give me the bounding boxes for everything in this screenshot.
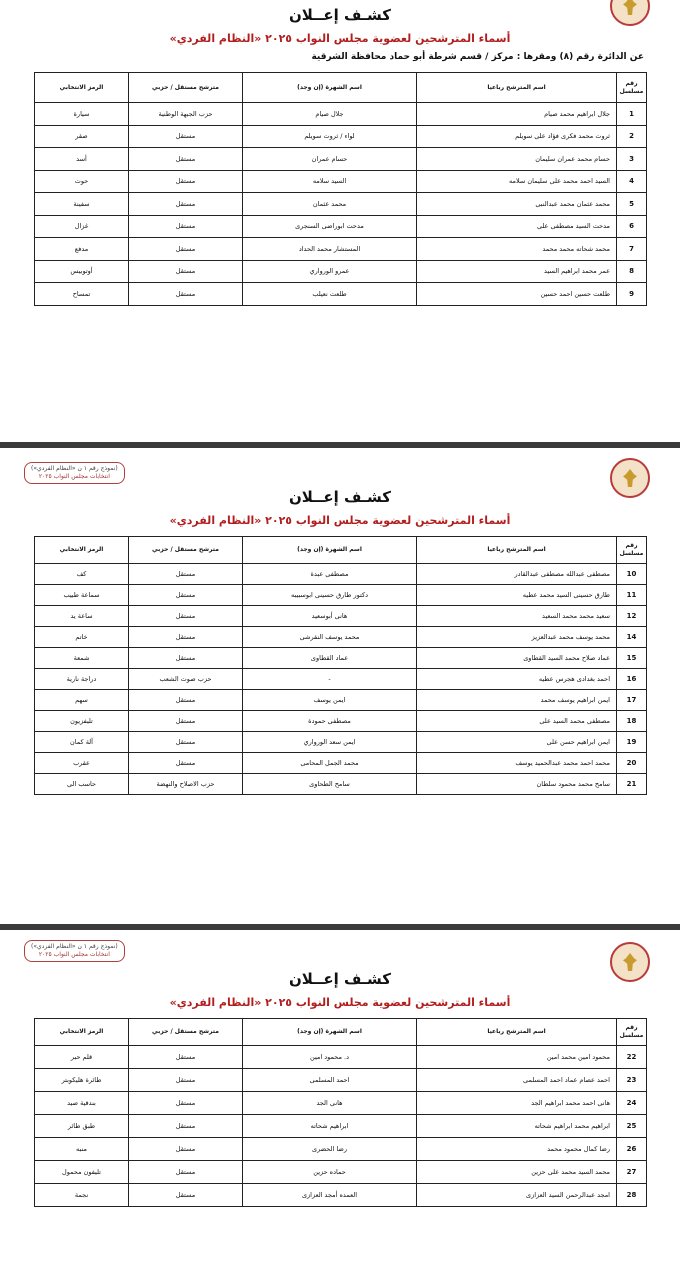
cell-symbol: ساعة يد <box>35 606 129 627</box>
cell-nickname: محمد الجمل المحامى <box>243 753 417 774</box>
cell-serial: 2 <box>617 125 647 148</box>
district-line: عن الدائرة رقم (٨) ومقرها : مركز / قسم شرطة أبو حماد محافظة الشرقية <box>311 52 644 62</box>
cell-symbol: قلم حبر <box>35 1046 129 1069</box>
cell-nickname: محمد يوسف النقرشى <box>243 627 417 648</box>
cell-nickname: السيد سلامه <box>243 170 417 193</box>
cell-full-name: محمد السيد محمد على حزين <box>417 1161 617 1184</box>
cell-nickname: حسام عمران <box>243 148 417 171</box>
cell-symbol: كف <box>35 564 129 585</box>
cell-full-name: مصطفى محمد السيد على <box>417 711 617 732</box>
cell-full-name: عمر محمد ابراهيم السيد <box>417 260 617 283</box>
cell-serial: 18 <box>617 711 647 732</box>
cell-serial: 22 <box>617 1046 647 1069</box>
cell-full-name: مصطفى عبدالله مصطفى عبدالقادر <box>417 564 617 585</box>
cell-affiliation: مستقل <box>129 125 243 148</box>
cell-full-name: طلعت حسين احمد حسين <box>417 283 617 306</box>
cell-symbol: آلة كمان <box>35 732 129 753</box>
cell-serial: 1 <box>617 103 647 126</box>
table-row <box>35 193 647 216</box>
table-row <box>35 606 647 627</box>
cell-nickname: عمرو الورواري <box>243 260 417 283</box>
cell-serial: 26 <box>617 1138 647 1161</box>
stamp-line-2: انتخابات مجلس النواب ٢٠٢٥ <box>38 951 110 958</box>
table-row <box>35 1184 647 1207</box>
table-row <box>35 1138 647 1161</box>
candidates-table <box>34 1018 647 1207</box>
cell-full-name: سعيد محمد محمد السعيد <box>417 606 617 627</box>
cell-serial: 5 <box>617 193 647 216</box>
table-row <box>35 564 647 585</box>
cell-nickname: لواء / ثروت سويلم <box>243 125 417 148</box>
cell-nickname: جلال صيام <box>243 103 417 126</box>
cell-nickname: مدحت ابوراضى السنجرى <box>243 215 417 238</box>
candidates-table <box>34 536 647 795</box>
cell-symbol: سفينة <box>35 193 129 216</box>
cell-affiliation: مستقل <box>129 1092 243 1115</box>
cell-nickname: عماد القطاوى <box>243 648 417 669</box>
cell-affiliation: مستقل <box>129 283 243 306</box>
cell-full-name: محمد احمد محمد عبدالحميد يوسف <box>417 753 617 774</box>
header-serial: رقم مسلسل <box>617 73 647 103</box>
cell-nickname: هانى أبوسعيد <box>243 606 417 627</box>
cell-full-name: ايمن ابراهيم يوسف محمد <box>417 690 617 711</box>
cell-serial: 9 <box>617 283 647 306</box>
cell-serial: 11 <box>617 585 647 606</box>
cell-symbol: تليفزيون <box>35 711 129 732</box>
header-affiliation: مترشح مستقل / حزبي <box>129 73 243 103</box>
cell-symbol: نجمة <box>35 1184 129 1207</box>
cell-serial: 27 <box>617 1161 647 1184</box>
header-nickname: اسم الشهرة (إن وجد) <box>243 1019 417 1046</box>
announcement-page-2 <box>0 448 680 924</box>
cell-serial: 3 <box>617 148 647 171</box>
table-row <box>35 170 647 193</box>
table-row <box>35 732 647 753</box>
cell-affiliation: مستقل <box>129 564 243 585</box>
cell-symbol: مدفع <box>35 238 129 261</box>
page-title: كشـف إعــلان <box>288 488 392 506</box>
cell-serial: 4 <box>617 170 647 193</box>
cell-serial: 21 <box>617 774 647 795</box>
cell-full-name: محمود امين محمد امين <box>417 1046 617 1069</box>
cell-full-name: طارق حسينى السيد محمد عطيه <box>417 585 617 606</box>
table-header-row <box>35 73 647 103</box>
page-title: كشـف إعــلان <box>288 970 392 988</box>
header-serial: رقم مسلسل <box>617 537 647 564</box>
table-row <box>35 103 647 126</box>
header-full-name: اسم المترشح رباعيا <box>417 537 617 564</box>
table-row <box>35 1161 647 1184</box>
form-stamp <box>24 940 125 962</box>
cell-full-name: هانى احمد محمد ابراهيم الجد <box>417 1092 617 1115</box>
cell-affiliation: مستقل <box>129 215 243 238</box>
cell-nickname: هانى الجد <box>243 1092 417 1115</box>
table-row <box>35 648 647 669</box>
table-row <box>35 1046 647 1069</box>
table-row <box>35 148 647 171</box>
cell-affiliation: مستقل <box>129 1161 243 1184</box>
cell-full-name: ثروت محمد فكرى فؤاد على سويلم <box>417 125 617 148</box>
header-full-name: اسم المترشح رباعيا <box>417 73 617 103</box>
table-row <box>35 753 647 774</box>
candidates-table <box>34 72 647 306</box>
cell-affiliation: مستقل <box>129 193 243 216</box>
cell-serial: 6 <box>617 215 647 238</box>
cell-symbol: طائرة هليكوبتر <box>35 1069 129 1092</box>
page-subtitle: أسماء المترشحين لعضوية مجلس النواب ٢٠٢٥ «النظام الفردي» <box>169 514 511 527</box>
table-row <box>35 283 647 306</box>
header-symbol: الرمز الانتخابي <box>35 1019 129 1046</box>
cell-full-name: ايمن ابراهيم حسن على <box>417 732 617 753</box>
cell-serial: 12 <box>617 606 647 627</box>
cell-affiliation: مستقل <box>129 627 243 648</box>
cell-affiliation: حزب الجبهة الوطنية <box>129 103 243 126</box>
cell-full-name: محمد يوسف محمد عبدالعزيز <box>417 627 617 648</box>
cell-full-name: رضا كمال محمود محمد <box>417 1138 617 1161</box>
header-affiliation: مترشح مستقل / حزبي <box>129 537 243 564</box>
cell-affiliation: حزب الاصلاح والنهضة <box>129 774 243 795</box>
cell-affiliation: مستقل <box>129 238 243 261</box>
header-full-name: اسم المترشح رباعيا <box>417 1019 617 1046</box>
header-affiliation: مترشح مستقل / حزبي <box>129 1019 243 1046</box>
cell-nickname: مصطفى عبدة <box>243 564 417 585</box>
header-serial: رقم مسلسل <box>617 1019 647 1046</box>
cell-nickname: ايمن يوسف <box>243 690 417 711</box>
cell-serial: 7 <box>617 238 647 261</box>
cell-serial: 16 <box>617 669 647 690</box>
table-row <box>35 711 647 732</box>
cell-nickname: العمده أمجد العزازى <box>243 1184 417 1207</box>
announcement-page-3 <box>0 930 680 1280</box>
cell-serial: 19 <box>617 732 647 753</box>
cell-nickname: المستشار محمد الحداد <box>243 238 417 261</box>
cell-serial: 28 <box>617 1184 647 1207</box>
cell-full-name: السيد احمد محمد على سليمان سلامه <box>417 170 617 193</box>
cell-full-name: امجد عبدالرحمن السيد العزازى <box>417 1184 617 1207</box>
cell-affiliation: مستقل <box>129 606 243 627</box>
cell-symbol: خاتم <box>35 627 129 648</box>
table-row <box>35 260 647 283</box>
cell-affiliation: مستقل <box>129 753 243 774</box>
page-title: كشـف إعــلان <box>288 6 392 24</box>
cell-nickname: ايمن سعد الورواري <box>243 732 417 753</box>
table-row <box>35 125 647 148</box>
cell-symbol: بندقية صيد <box>35 1092 129 1115</box>
header-nickname: اسم الشهرة (إن وجد) <box>243 73 417 103</box>
cell-affiliation: مستقل <box>129 1138 243 1161</box>
cell-full-name: احمد عصام عماد احمد المسلمى <box>417 1069 617 1092</box>
cell-affiliation: حزب صوت الشعب <box>129 669 243 690</box>
cell-affiliation: مستقل <box>129 170 243 193</box>
cell-serial: 14 <box>617 627 647 648</box>
cell-nickname: سامح الطحاوى <box>243 774 417 795</box>
table-row <box>35 215 647 238</box>
cell-full-name: عماد صلاح محمد السيد القطاوى <box>417 648 617 669</box>
cell-nickname: دكتور طارق حسينى ابوسبيبه <box>243 585 417 606</box>
cell-symbol: تمساح <box>35 283 129 306</box>
cell-symbol: شمعة <box>35 648 129 669</box>
cell-nickname: - <box>243 669 417 690</box>
stamp-line-1: (نموذج رقم ١ ن «النظام الفردي») <box>31 943 118 950</box>
table-row <box>35 1115 647 1138</box>
cell-affiliation: مستقل <box>129 148 243 171</box>
cell-affiliation: مستقل <box>129 1184 243 1207</box>
cell-full-name: محمد عثمان محمد عبدالنبى <box>417 193 617 216</box>
cell-symbol: سيارة <box>35 103 129 126</box>
cell-symbol: سماعة طبيب <box>35 585 129 606</box>
table-header-row <box>35 1019 647 1046</box>
cell-affiliation: مستقل <box>129 1046 243 1069</box>
cell-serial: 8 <box>617 260 647 283</box>
cell-full-name: حسام محمد عمران سليمان <box>417 148 617 171</box>
cell-nickname: ابراهيم شحاته <box>243 1115 417 1138</box>
table-row <box>35 774 647 795</box>
cell-serial: 17 <box>617 690 647 711</box>
cell-full-name: احمد بغدادى هجرس عطيه <box>417 669 617 690</box>
announcement-page-1 <box>0 0 680 442</box>
form-stamp <box>24 462 125 484</box>
cell-full-name: جلال ابراهيم محمد صيام <box>417 103 617 126</box>
cell-nickname: رضا الحضرى <box>243 1138 417 1161</box>
cell-symbol: أسد <box>35 148 129 171</box>
cell-affiliation: مستقل <box>129 648 243 669</box>
table-row <box>35 690 647 711</box>
table-row <box>35 238 647 261</box>
cell-affiliation: مستقل <box>129 690 243 711</box>
table-row <box>35 669 647 690</box>
cell-symbol: عقرب <box>35 753 129 774</box>
cell-symbol: سهم <box>35 690 129 711</box>
cell-serial: 15 <box>617 648 647 669</box>
cell-symbol: حاسب الى <box>35 774 129 795</box>
cell-symbol: صقر <box>35 125 129 148</box>
cell-symbol: دراجة نارية <box>35 669 129 690</box>
cell-serial: 24 <box>617 1092 647 1115</box>
header-symbol: الرمز الانتخابي <box>35 73 129 103</box>
cell-nickname: احمد المسلمى <box>243 1069 417 1092</box>
cell-symbol: أوتوبيس <box>35 260 129 283</box>
cell-serial: 20 <box>617 753 647 774</box>
page-subtitle: أسماء المترشحين لعضوية مجلس النواب ٢٠٢٥ «النظام الفردي» <box>169 996 511 1009</box>
table-row <box>35 585 647 606</box>
cell-serial: 10 <box>617 564 647 585</box>
cell-nickname: محمد عثمان <box>243 193 417 216</box>
table-row <box>35 1069 647 1092</box>
cell-full-name: سامح محمد محمود سلطان <box>417 774 617 795</box>
cell-affiliation: مستقل <box>129 585 243 606</box>
cell-symbol: طبق طائر <box>35 1115 129 1138</box>
cell-serial: 25 <box>617 1115 647 1138</box>
cell-affiliation: مستقل <box>129 711 243 732</box>
cell-symbol: غزال <box>35 215 129 238</box>
cell-full-name: مدحت السيد مصطفى على <box>417 215 617 238</box>
stamp-line-1: (نموذج رقم ١ ن «النظام الفردي») <box>31 465 118 472</box>
cell-full-name: ابراهيم محمد ابراهيم شحاته <box>417 1115 617 1138</box>
cell-full-name: محمد شحاته محمد محمد <box>417 238 617 261</box>
cell-affiliation: مستقل <box>129 732 243 753</box>
page-subtitle: أسماء المترشحين لعضوية مجلس النواب ٢٠٢٥ «النظام الفردي» <box>169 32 511 45</box>
cell-nickname: مصطفى حمودة <box>243 711 417 732</box>
table-row <box>35 1092 647 1115</box>
cell-nickname: طلعت نعيلب <box>243 283 417 306</box>
cell-symbol: حوت <box>35 170 129 193</box>
table-header-row <box>35 537 647 564</box>
cell-affiliation: مستقل <box>129 1069 243 1092</box>
cell-symbol: منبه <box>35 1138 129 1161</box>
cell-affiliation: مستقل <box>129 1115 243 1138</box>
cell-nickname: د. محمود امين <box>243 1046 417 1069</box>
stamp-line-2: انتخابات مجلس النواب ٢٠٢٥ <box>38 473 110 480</box>
cell-nickname: حماده حزين <box>243 1161 417 1184</box>
table-row <box>35 627 647 648</box>
cell-symbol: تليفون محمول <box>35 1161 129 1184</box>
header-nickname: اسم الشهرة (إن وجد) <box>243 537 417 564</box>
header-symbol: الرمز الانتخابي <box>35 537 129 564</box>
cell-affiliation: مستقل <box>129 260 243 283</box>
cell-serial: 23 <box>617 1069 647 1092</box>
